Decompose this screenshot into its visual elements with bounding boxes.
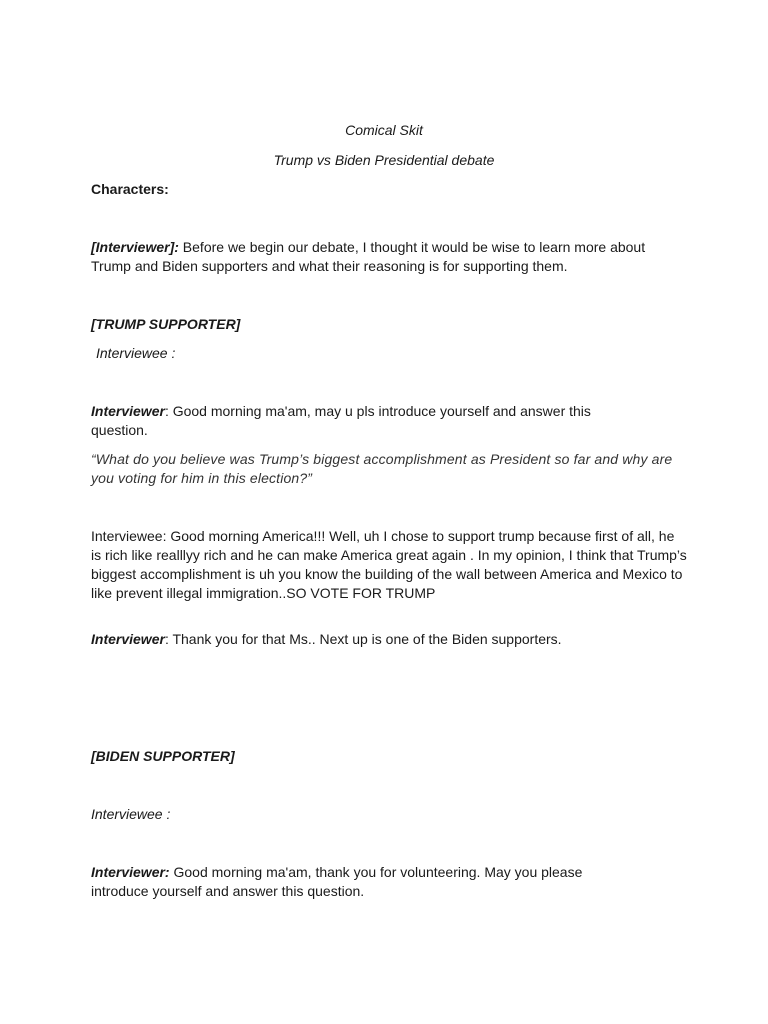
trump-question-paragraph bbox=[91, 402, 651, 440]
trump-interviewee-label: Interviewee : bbox=[96, 345, 176, 361]
trump-closing-paragraph bbox=[91, 630, 691, 649]
document-subtitle: Trump vs Biden Presidential debate bbox=[273, 152, 495, 168]
trump-closing-text: : Thank you for that Ms.. Next up is one of the Biden supporters. bbox=[164, 631, 562, 647]
trump-closing-speaker: Interviewer bbox=[91, 631, 165, 647]
biden-question-paragraph bbox=[91, 863, 636, 901]
document-title: Comical Skit bbox=[345, 122, 423, 138]
intro-text: Before we begin our debate, I thought it would be wise to learn more about Trump and Biden supporters and what their reasoning is for supporting them. bbox=[91, 239, 646, 274]
trump-supporter-heading: [TRUMP SUPPORTER] bbox=[91, 316, 241, 332]
biden-interviewee-label: Interviewee : bbox=[91, 806, 171, 822]
trump-question-text: : Good morning ma'am, may u pls introduce yourself and answer this question. bbox=[91, 403, 591, 438]
trump-quoted-question: “What do you believe was Trump’s biggest accomplishment as President so far and why are you voting for him in this election?” bbox=[91, 451, 673, 486]
biden-question-text: Good morning ma'am, thank you for volunteering. May you please introduce yourself and answer this question. bbox=[91, 864, 583, 899]
intro-paragraph bbox=[91, 238, 661, 276]
trump-question-speaker: Interviewer bbox=[91, 403, 165, 419]
intro-speaker: [Interviewer]: bbox=[91, 239, 179, 255]
trump-interviewee-answer: Interviewee: Good morning America!!! Well, uh I chose to support trump because first of all, he is rich like realllyy rich and he can make America great again . In my opinion, I think that Trump’s biggest accomplishment is uh you know the building of the wall between America and Mexico to like prevent illegal immigration..SO VOTE FOR TRUMP bbox=[91, 528, 687, 601]
characters-heading: Characters: bbox=[91, 181, 169, 197]
biden-question-speaker: Interviewer: bbox=[91, 864, 170, 880]
biden-supporter-heading: [BIDEN SUPPORTER] bbox=[91, 748, 235, 764]
